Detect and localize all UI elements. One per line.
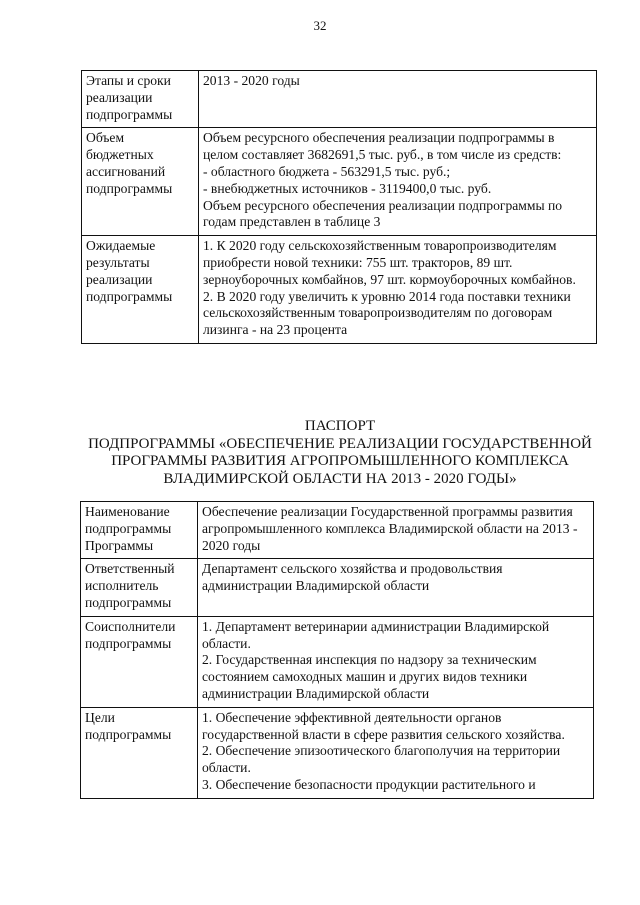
- value-line: Обеспечение реализации Государственной программы развития агропромышленного комплекса Владимирской области на 2013 - 2020 годы: [202, 504, 578, 553]
- row-label: Цели подпрограммы: [81, 707, 198, 798]
- table-row: [81, 559, 594, 616]
- table-row: [81, 707, 594, 798]
- table-row: [81, 616, 594, 707]
- value-line: 2. Государственная инспекция по надзору за техническим состоянием самоходных машин и других видов техники администрации Владимирской области: [202, 652, 537, 701]
- value-line: - внебюджетных источников - 3119400,0 тыс. руб.: [203, 180, 492, 196]
- row-label: Этапы и сроки реализации подпрограммы: [82, 71, 199, 128]
- subprogram-passport-table-continued: [81, 70, 597, 344]
- subprogram-passport-table: [80, 501, 594, 799]
- value-line: - областного бюджета - 563291,5 тыс. руб.;: [203, 163, 451, 179]
- value-line: Департамент сельского хозяйства и продовольствия администрации Владимирской области: [202, 561, 503, 594]
- page-number: 32: [313, 18, 327, 33]
- row-value: [199, 71, 597, 128]
- value-line: 2. Обеспечение эпизоотического благополучия на территории области.: [202, 743, 561, 776]
- row-label: Наименование подпрограммы Программы: [81, 502, 198, 559]
- row-value: [198, 559, 594, 616]
- row-label: Ожидаемые результаты реализации подпрограммы: [82, 236, 199, 344]
- value-line: 3. Обеспечение безопасности продукции растительного и: [202, 776, 536, 792]
- value-line: 2013 - 2020 годы: [203, 73, 300, 88]
- row-value: [198, 502, 594, 559]
- value-line: 1. Обеспечение эффективной деятельности органов государственной власти в сфере развития сельского хозяйства.: [202, 709, 565, 742]
- table-row: [82, 236, 597, 344]
- row-value: [198, 707, 594, 798]
- passport-heading: [70, 418, 610, 488]
- row-value: [198, 616, 594, 707]
- value-line: 1. К 2020 году сельскохозяйственным товаропроизводителям приобрести новой техники: 755 шт. тракторов, 89 шт. зерноуборочных комбайнов, 97 шт. кормоуборочных комбайнов.: [203, 238, 576, 287]
- row-label: Ответственный исполнитель подпрограммы: [81, 559, 198, 616]
- row-label: Соисполнители подпрограммы: [81, 616, 198, 707]
- value-line: Объем ресурсного обеспечения реализации подпрограммы в целом составляет 3682691,5 тыс. руб., в том числе из средств:: [203, 130, 562, 163]
- heading-line: ВЛАДИМИРСКОЙ ОБЛАСТИ НА 2013 - 2020 ГОДЫ»: [163, 470, 517, 487]
- row-label: Объем бюджетных ассигнований подпрограммы: [82, 128, 199, 236]
- row-value: [199, 128, 597, 236]
- value-line: 2. В 2020 году увеличить к уровню 2014 года поставки техники сельскохозяйственным товаропроизводителям по договорам лизинга - на 23 процента: [203, 288, 571, 338]
- value-line: 1. Департамент ветеринарии администрации Владимирской области.: [202, 618, 550, 651]
- table-row: [82, 71, 597, 128]
- heading-line: ПАСПОРТ: [304, 418, 376, 434]
- heading-line: ПРОГРАММЫ РАЗВИТИЯ АГРОПРОМЫШЛЕННОГО КОМПЛЕКСА: [111, 453, 569, 469]
- table-row: [82, 128, 597, 236]
- value-line: Объем ресурсного обеспечения реализации подпрограммы по годам представлен в таблице 3: [203, 197, 563, 230]
- heading-line: ПОДПРОГРАММЫ «ОБЕСПЕЧЕНИЕ РЕАЛИЗАЦИИ ГОСУДАРСТВЕННОЙ: [88, 435, 592, 452]
- row-value: [199, 236, 597, 344]
- table-row: [81, 502, 594, 559]
